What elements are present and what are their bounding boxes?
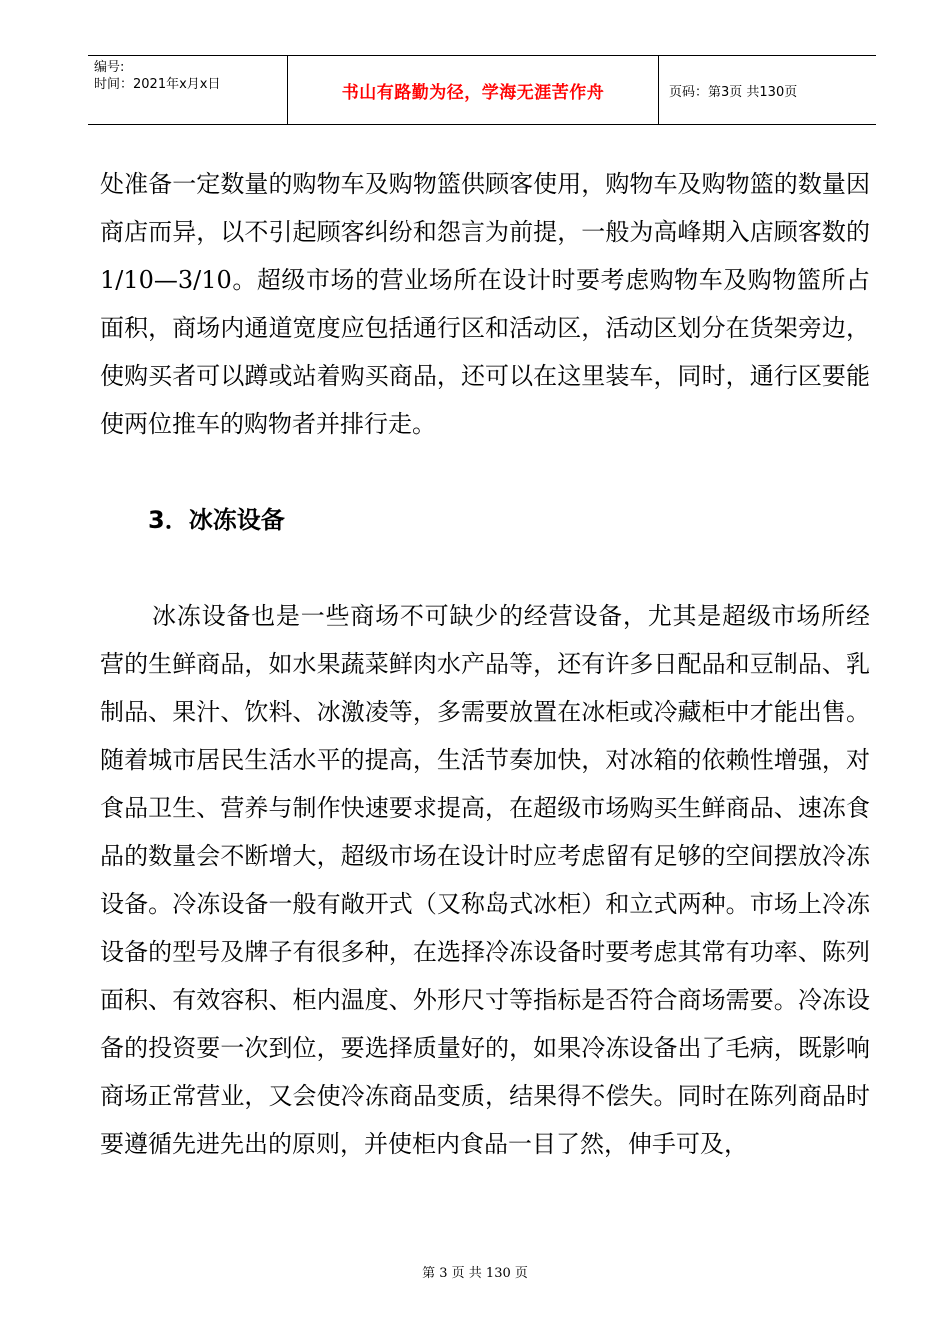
section-heading: 3．冰冻设备 — [148, 506, 285, 534]
document-body — [100, 160, 870, 1168]
time-label: 时间：2021年x月x日 — [94, 77, 221, 92]
header-meta — [88, 56, 288, 124]
page-footer: 第 3 页 共 130 页 — [422, 1266, 528, 1281]
paragraph: 处准备一定数量的购物车及购物篮供顾客使用，购物车及购物篮的数量因商店而异，以不引起顾客纠纷和怨言为前提，一般为高峰期入店顾客数的1/10—3/10。超级市场的营业场所在设计时要考虑购物车及购物篮所占面积，商场内通道宽度应包括通行区和活动区，活动区划分在货架旁边，使购买者可以蹲或站着购买商品，还可以在这里装车，同时，通行区要能使两位推车的购物者并排行走。 — [100, 170, 870, 438]
page-header — [88, 55, 876, 125]
paragraph: 冰冻设备也是一些商场不可缺少的经营设备，尤其是超级市场所经营的生鲜商品，如水果蔬菜鲜肉水产品等，还有许多日配品和豆制品、乳制品、果汁、饮料、冰激凌等，多需要放置在冰柜或冷藏柜中才能出售。随着城市居民生活水平的提高，生活节奏加快，对冰箱的依赖性增强，对食品卫生、营养与制作快速要求提高，在超级市场购买生鲜商品、速冻食品的数量会不断增大，超级市场在设计时应考虑留有足够的空间摆放冷冻设备。冷冻设备一般有敞开式（又称岛式冰柜）和立式两种。市场上冷冻设备的型号及牌子有很多种，在选择冷冻设备时要考虑其常有功率、陈列面积、有效容积、柜内温度、外形尺寸等指标是否符合商场需要。冷冻设备的投资要一次到位，要选择质量好的，如果冷冻设备出了毛病，既影响商场正常营业，又会使冷冻商品变质，结果得不偿失。同时在陈列商品时要遵循先进先出的原则，并使柜内食品一目了然，伸手可及， — [100, 602, 870, 1158]
header-motto: 书山有路勤为径，学海无涯苦作舟 — [288, 56, 659, 124]
number-label: 编号: — [94, 60, 125, 75]
header-page-info: 页码：第3页 共130页 — [669, 84, 798, 100]
